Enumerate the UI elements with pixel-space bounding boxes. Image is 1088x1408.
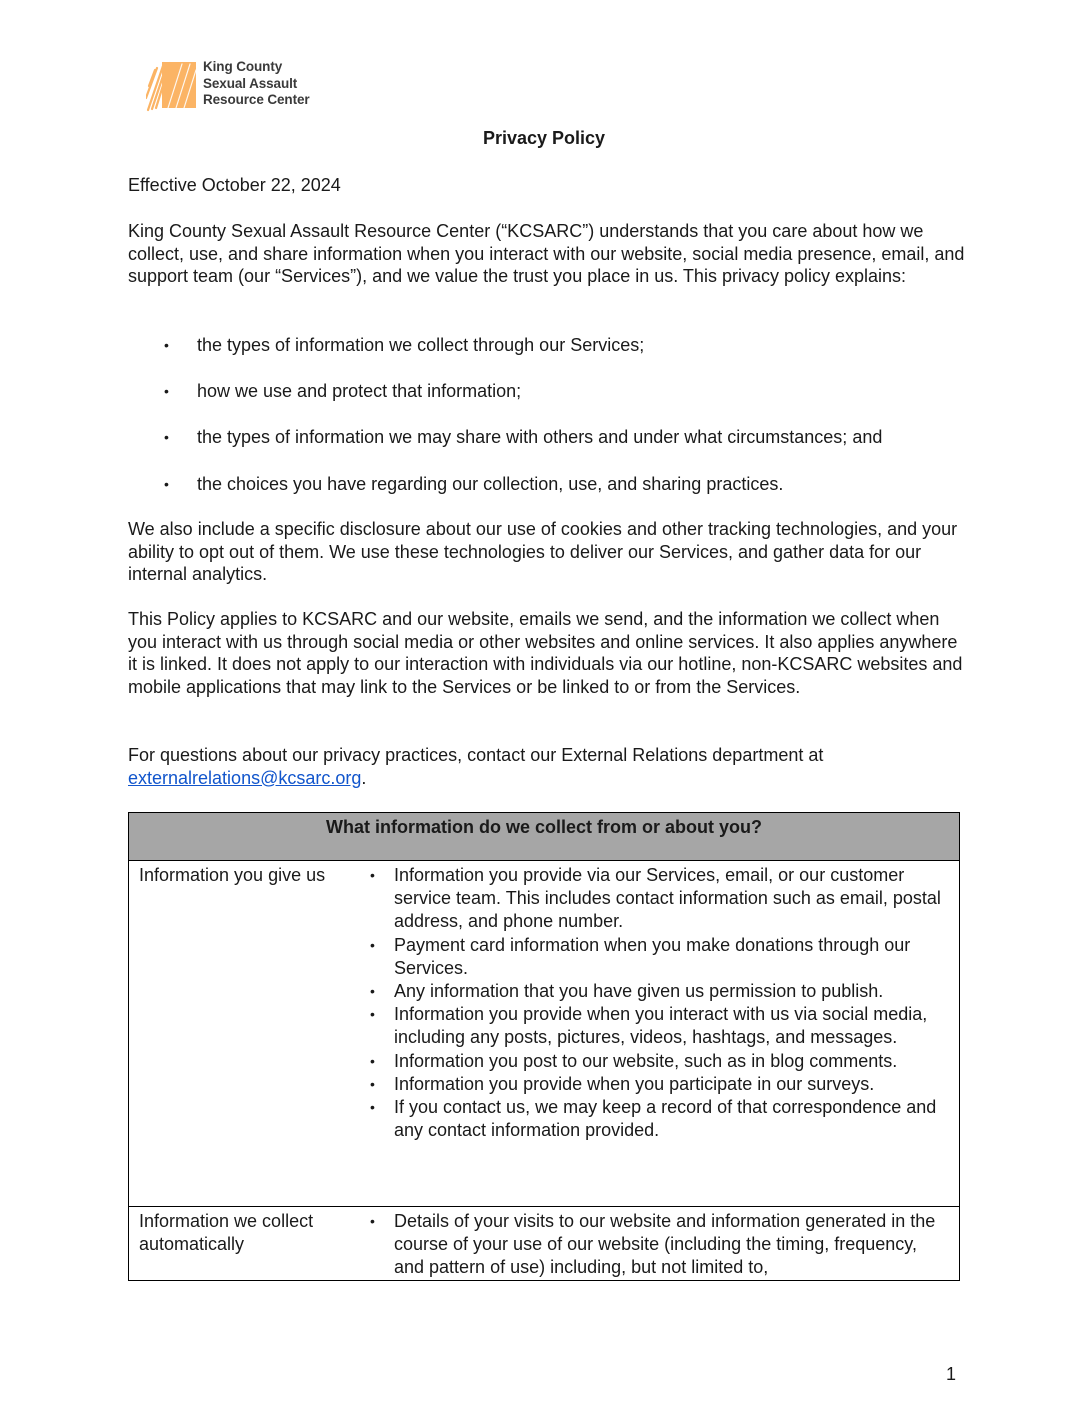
contact-text: For questions about our privacy practices, contact our External Relations department at bbox=[128, 745, 824, 765]
list-item-text: Details of your visits to our website and information generated in the course of your use of our website (including the timing, frequency, and pattern of use) including, but not limited to, bbox=[394, 1211, 936, 1278]
table-row-items bbox=[363, 861, 960, 1207]
list-item-text: the choices you have regarding our collection, use, and sharing practices. bbox=[197, 473, 784, 494]
list-item bbox=[363, 934, 947, 980]
table-row bbox=[129, 1207, 960, 1281]
list-item-text: Information you provide when you participate in our surveys. bbox=[394, 1073, 875, 1094]
list-item bbox=[363, 1210, 947, 1280]
list-item bbox=[363, 1003, 947, 1049]
logo-stripes-icon bbox=[146, 60, 198, 112]
cookies-paragraph: We also include a specific disclosure about our use of cookies and other tracking technologies, and your ability to opt out of them. We use these technologies to deliver our Services, and gather data for our internal analytics. bbox=[128, 519, 958, 585]
list-item-text: If you contact us, we may keep a record of that correspondence and any contact information provided. bbox=[394, 1097, 937, 1141]
explains-list bbox=[164, 334, 984, 519]
bullet-icon: • bbox=[370, 867, 375, 883]
logo-line-3: Resource Center bbox=[203, 92, 310, 107]
list-item bbox=[164, 334, 984, 357]
bullet-icon: • bbox=[370, 1213, 375, 1229]
list-item bbox=[363, 864, 947, 934]
list-item bbox=[363, 1073, 947, 1096]
page-number: 1 bbox=[946, 1364, 957, 1384]
bullet-icon: • bbox=[370, 1006, 375, 1023]
list-item-text: Information you provide when you interact with us via social media, including any posts, pictures, videos, hashtags, and messages. bbox=[394, 1004, 928, 1048]
bullet-icon: • bbox=[370, 1052, 375, 1069]
list-item-text: Any information that you have given us permission to publish. bbox=[394, 981, 884, 1002]
bullet-icon: • bbox=[164, 429, 169, 446]
logo-line-2: Sexual Assault bbox=[203, 75, 298, 91]
list-item-text: Payment card information when you make donations through our Services. bbox=[394, 934, 911, 978]
list-item-text: Information you post to our website, such as in blog comments. bbox=[394, 1050, 898, 1071]
effective-date: Effective October 22, 2024 bbox=[128, 175, 341, 195]
bullet-icon: • bbox=[164, 337, 169, 353]
table-item-list bbox=[363, 1210, 947, 1280]
list-item-text: Information you provide via our Services, email, or our customer service team. This includes contact information such as email, postal address, and phone number. bbox=[394, 865, 941, 932]
list-item-text: the types of information we collect through our Services; bbox=[197, 335, 645, 355]
list-item bbox=[164, 426, 984, 449]
contact-email-link[interactable]: externalrelations@kcsarc.org bbox=[128, 767, 362, 788]
kcsarc-logo bbox=[146, 58, 346, 112]
bullet-icon: • bbox=[370, 983, 375, 1000]
table-header: What information do we collect from or about you? bbox=[129, 813, 960, 861]
page-title: Privacy Policy bbox=[482, 128, 606, 148]
contact-paragraph bbox=[128, 744, 968, 789]
list-item-text: the types of information we may share with others and under what circumstances; and bbox=[197, 427, 883, 448]
table-row-category: Information you give us bbox=[129, 861, 364, 1207]
bullet-icon: • bbox=[164, 383, 169, 400]
list-item bbox=[164, 380, 984, 403]
table-item-list bbox=[363, 864, 947, 1142]
intro-paragraph: King County Sexual Assault Resource Center (“KCSARC”) understands that you care about how we collect, use, and share information when you interact with our website, social media presence, email, and support team (our “Services”), and we value the trust you place in us. This privacy policy explains: bbox=[128, 221, 965, 287]
scope-paragraph: This Policy applies to KCSARC and our website, emails we send, and the information we collect when you interact with us through social media or other websites and online services. It also applies anywhere it is linked. It does not apply to our interaction with individuals via our hotline, non-KCSARC websites and mobile applications that may link to the Services or be linked to or from the Services. bbox=[128, 609, 963, 697]
table-row-items bbox=[363, 1207, 960, 1281]
list-item bbox=[363, 1096, 947, 1142]
table-row-category: Information we collect automatically bbox=[129, 1207, 364, 1281]
list-item bbox=[363, 1050, 947, 1073]
information-collected-table bbox=[128, 812, 960, 1281]
logo-wordmark bbox=[203, 59, 310, 109]
logo-line-1: King County bbox=[203, 59, 283, 74]
bullet-icon: • bbox=[370, 1099, 375, 1116]
list-item bbox=[363, 980, 947, 1003]
bullet-icon: • bbox=[370, 936, 375, 953]
list-item-text: how we use and protect that information; bbox=[197, 381, 522, 402]
contact-end-punctuation: . bbox=[361, 767, 367, 788]
list-item bbox=[164, 473, 984, 496]
table-row bbox=[129, 861, 960, 1207]
bullet-icon: • bbox=[164, 475, 169, 492]
bullet-icon: • bbox=[370, 1075, 375, 1092]
